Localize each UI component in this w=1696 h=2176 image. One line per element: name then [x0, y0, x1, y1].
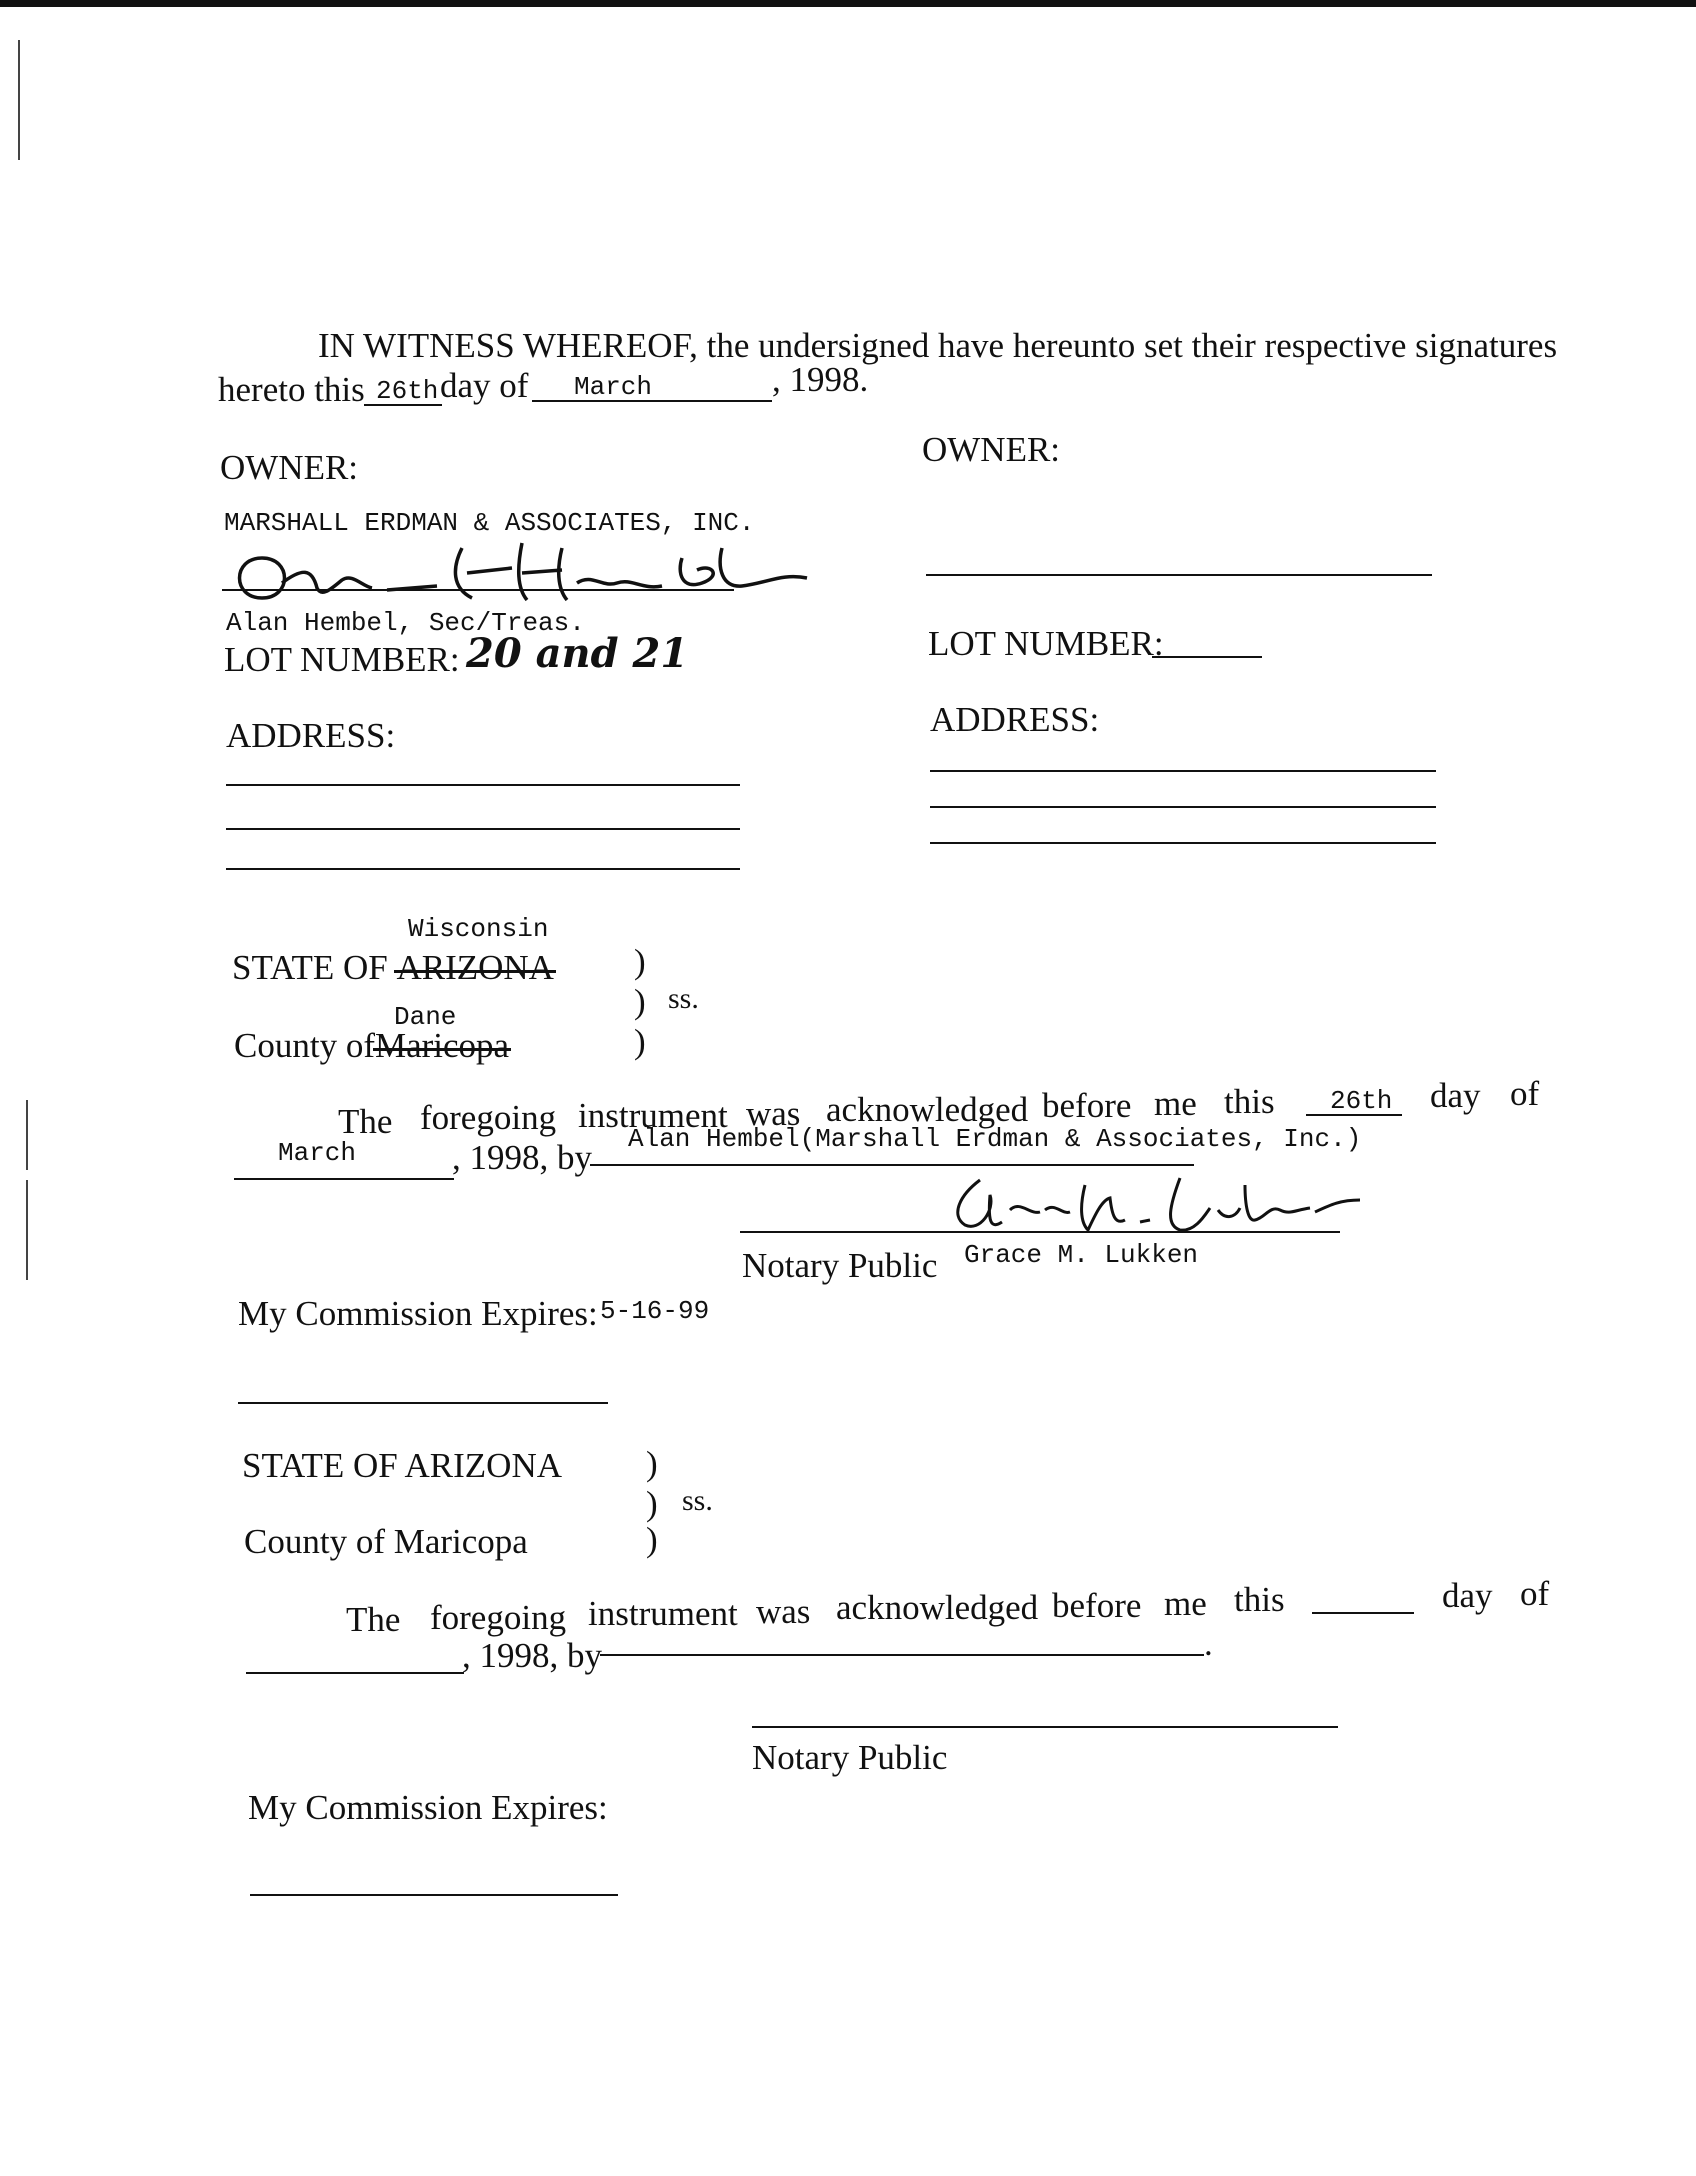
ack2-by-line — [600, 1654, 1204, 1656]
ack2-expires-line — [250, 1894, 618, 1896]
left-owner-signer: Alan Hembel, Sec/Treas. — [226, 608, 585, 638]
witness-month-line — [532, 400, 772, 402]
witness-month-value: March — [574, 372, 653, 402]
right-address-line-3 — [930, 842, 1436, 844]
ack2-word: foregoing — [430, 1598, 567, 1637]
ack2-word: day — [1442, 1576, 1493, 1615]
ack1-state-correction: Wisconsin — [408, 914, 549, 944]
paren: ) — [646, 1484, 658, 1523]
right-lot-line — [1152, 656, 1262, 658]
left-owner-company: MARSHALL ERDMAN & ASSOCIATES, INC. — [224, 508, 755, 538]
ack1-word: before — [1042, 1086, 1132, 1125]
ack1-word: was — [746, 1094, 801, 1133]
ack1-by-value: Alan Hembel(Marshall Erdman & Associates, Inc.) — [628, 1124, 1362, 1154]
ack2-state-label: STATE OF ARIZONA — [242, 1446, 562, 1485]
ack2-year-by: , 1998, by — [462, 1636, 602, 1675]
ack1-expires-value: 5-16-99 — [600, 1296, 710, 1326]
ack1-word: of — [1510, 1074, 1540, 1113]
ack1-word: me — [1154, 1084, 1197, 1123]
ack1-county-struck: Maricopa — [374, 1026, 510, 1065]
ack1-day-value: 26th — [1330, 1086, 1393, 1116]
ack1-notary-name: Grace M. Lukken — [964, 1240, 1199, 1270]
witness-statement: IN WITNESS WHEREOF, the undersigned have hereunto set their respective signatures — [318, 326, 1558, 365]
ack2-period: . — [1204, 1624, 1213, 1663]
right-lot-label: LOT NUMBER: — [928, 624, 1164, 663]
ack1-notary-label: Notary Public — [742, 1246, 938, 1285]
paren: ) — [634, 1022, 646, 1061]
ack2-word: of — [1520, 1574, 1550, 1613]
ack1-county-label — [234, 1026, 509, 1066]
paren: ) — [646, 1444, 658, 1483]
left-address-label: ADDRESS: — [226, 716, 396, 755]
scan-edge-mark — [18, 40, 20, 160]
left-owner-label: OWNER: — [220, 448, 359, 487]
ack2-word: before — [1052, 1586, 1142, 1625]
ack2-month-line — [246, 1672, 464, 1674]
ack1-month-line — [234, 1178, 454, 1180]
ack1-word: day — [1430, 1076, 1481, 1115]
scan-edge-mark — [26, 1180, 28, 1280]
ack1-expires-line — [238, 1402, 608, 1404]
right-owner-label: OWNER: — [922, 430, 1061, 469]
right-owner-signature-line — [926, 574, 1432, 576]
scan-top-border — [0, 0, 1696, 7]
ack2-notary-line — [752, 1726, 1338, 1728]
notary-signature — [740, 1160, 1380, 1240]
left-address-line-2 — [226, 828, 740, 830]
left-address-line-1 — [226, 784, 740, 786]
left-lot-label: LOT NUMBER: — [224, 640, 460, 679]
ack2-ss: ss. — [682, 1484, 713, 1517]
ack2-word: The — [346, 1600, 401, 1639]
ack2-expires-label: My Commission Expires: — [248, 1788, 608, 1827]
witness-day-of-label: day of — [440, 366, 529, 405]
right-address-line-1 — [930, 770, 1436, 772]
ack2-word: acknowledged — [836, 1588, 1039, 1627]
ack1-year-by: , 1998, by — [452, 1138, 592, 1177]
ack1-county-prefix: County of — [234, 1026, 375, 1065]
ack2-day-line — [1312, 1612, 1414, 1614]
ack1-state-label — [232, 948, 554, 988]
ack1-word: foregoing — [420, 1098, 557, 1137]
ack1-word: The — [338, 1102, 393, 1141]
ack1-state-struck: ARIZONA — [396, 948, 554, 987]
paren: ) — [634, 982, 646, 1021]
witness-day-line — [364, 404, 442, 406]
ack1-word: acknowledged — [826, 1090, 1029, 1129]
ack2-word: me — [1164, 1584, 1207, 1623]
paren: ) — [634, 942, 646, 981]
ack2-word: this — [1234, 1580, 1285, 1619]
scan-edge-mark — [26, 1100, 28, 1170]
ack2-notary-label: Notary Public — [752, 1738, 948, 1777]
right-address-line-2 — [930, 806, 1436, 808]
ack1-expires-label: My Commission Expires: — [238, 1294, 598, 1333]
ack1-month-value: March — [278, 1138, 357, 1168]
ack1-day-line — [1306, 1114, 1402, 1116]
paren: ) — [646, 1520, 658, 1559]
witness-day-value: 26th — [376, 376, 439, 406]
ack1-state-prefix: STATE OF — [232, 948, 388, 987]
witness-hereto-label: hereto this — [218, 370, 365, 409]
left-lot-value: 20 and 21 — [466, 630, 689, 677]
left-address-line-3 — [226, 868, 740, 870]
ack1-word: this — [1224, 1082, 1275, 1121]
witness-year: , 1998. — [772, 360, 869, 399]
ack1-ss: ss. — [668, 982, 699, 1015]
right-address-label: ADDRESS: — [930, 700, 1100, 739]
ack2-word: instrument — [588, 1594, 738, 1633]
ack1-county-correction: Dane — [394, 1002, 457, 1032]
ack2-word: was — [756, 1592, 811, 1631]
ack1-word: instrument — [578, 1096, 728, 1135]
ack2-county-label: County of Maricopa — [244, 1522, 528, 1561]
owner-signature — [222, 528, 822, 608]
